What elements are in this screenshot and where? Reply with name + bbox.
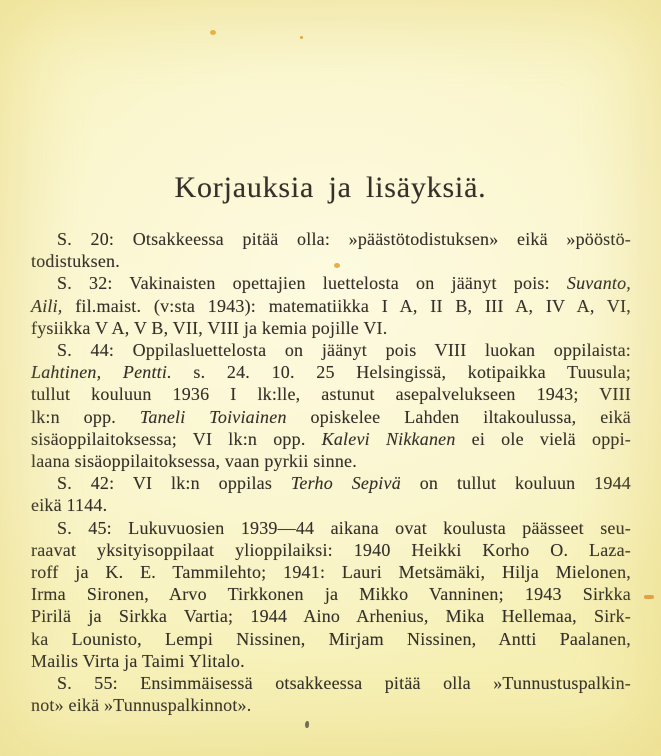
italic-text-run: Aili, xyxy=(31,295,63,316)
text-run: S. 32: Vakinaisten opettajien luettelosta on jäänyt pois: xyxy=(57,273,567,294)
text-line xyxy=(31,628,631,650)
text-run: on tullut kouluun 1944 xyxy=(400,473,631,494)
italic-text-run: Kalevi Nikkanen xyxy=(321,428,456,449)
text-line xyxy=(31,228,631,250)
text-line xyxy=(31,494,631,516)
text-line xyxy=(31,383,631,405)
text-run: s. 24. 10. 25 Helsingissä, kotipaikka Tuusula; xyxy=(171,362,632,383)
text-line xyxy=(31,295,631,317)
text-run: S. 44: Oppilasluettelosta on jäänyt pois VIII luokan oppilaista: xyxy=(57,340,631,361)
italic-text-run: Lahtinen, Pentti. xyxy=(31,362,172,383)
text-run: ei ole vielä oppi- xyxy=(455,428,631,449)
text-run: S. 55: Ensimmäisessä otsakkeessa pitää olla »Tunnustuspalkin- xyxy=(57,673,631,694)
text-line xyxy=(31,317,631,339)
text-line xyxy=(31,694,631,716)
text-run: Mailis Virta ja Taimi Ylitalo. xyxy=(31,650,245,671)
ink-speck xyxy=(305,721,309,728)
paper-speck xyxy=(210,30,216,35)
text-run: fysiikka V A, V B, VII, VIII ja kemia pojille VI. xyxy=(31,317,388,338)
text-line xyxy=(31,605,631,627)
text-line xyxy=(31,428,631,450)
text-line xyxy=(31,250,631,272)
text-line xyxy=(31,450,631,472)
body-text xyxy=(31,228,631,716)
text-run: not» eikä »Tunnuspalkinnot». xyxy=(31,695,252,716)
text-run: S. 45: Lukuvuosien 1939—44 aikana ovat koulusta päässeet seu- xyxy=(57,517,631,538)
paper-speck xyxy=(300,36,303,39)
text-run: Pirilä ja Sirkka Vartia; 1944 Aino Arhenius, Mika Hellemaa, Sirk- xyxy=(31,606,631,627)
text-run: lk:n opp. xyxy=(31,406,140,427)
text-run: S. 20: Otsakkeessa pitää olla: »päästötodistuksen» eikä »pööstö- xyxy=(57,229,631,249)
text-line xyxy=(31,539,631,561)
italic-text-run: Suvanto, xyxy=(566,273,631,294)
text-line xyxy=(31,517,631,539)
text-run: opiskelee Lahden iltakoulussa, eikä xyxy=(286,406,631,427)
text-run: tullut kouluun 1936 I lk:lle, astunut asepalvelukseen 1943; VIII xyxy=(31,384,631,405)
text-run: fil.maist. (v:sta 1943): matematiikka I A, II B, III A, IV A, VI, xyxy=(62,295,631,316)
text-line xyxy=(31,406,631,428)
text-line xyxy=(31,472,631,494)
text-line xyxy=(31,339,631,361)
text-run: raavat yksityisoppilaat ylioppilaiksi: 1940 Heikki Korho O. Laza- xyxy=(31,539,631,560)
text-line xyxy=(31,561,631,583)
italic-text-run: Terho Sepivä xyxy=(290,473,401,494)
paper-speck xyxy=(644,595,654,599)
text-run: roff ja K. E. Tammilehto; 1941: Lauri Metsämäki, Hilja Mielonen, xyxy=(31,562,631,583)
text-run: Irma Sironen, Arvo Tirkkonen ja Mikko Vanninen; 1943 Sirkka xyxy=(31,584,631,605)
text-run: todistuksen. xyxy=(31,251,120,272)
text-line xyxy=(31,583,631,605)
text-line xyxy=(31,272,631,294)
text-run: S. 42: VI lk:n oppilas xyxy=(57,473,291,494)
text-run: eikä 1144. xyxy=(31,495,108,516)
text-line xyxy=(31,672,631,694)
page-title: Korjauksia ja lisäyksiä. xyxy=(174,171,487,204)
text-run: laana sisäoppilaitoksessa, vaan pyrkii sinne. xyxy=(31,451,357,472)
text-line xyxy=(31,361,631,383)
italic-text-run: Taneli Toiviainen xyxy=(139,406,287,427)
text-run: ka Lounisto, Lempi Nissinen, Mirjam Nissinen, Antti Paalanen, xyxy=(31,628,631,649)
text-line xyxy=(31,650,631,672)
text-run: sisäoppilaitoksessa; VI lk:n opp. xyxy=(31,428,322,449)
